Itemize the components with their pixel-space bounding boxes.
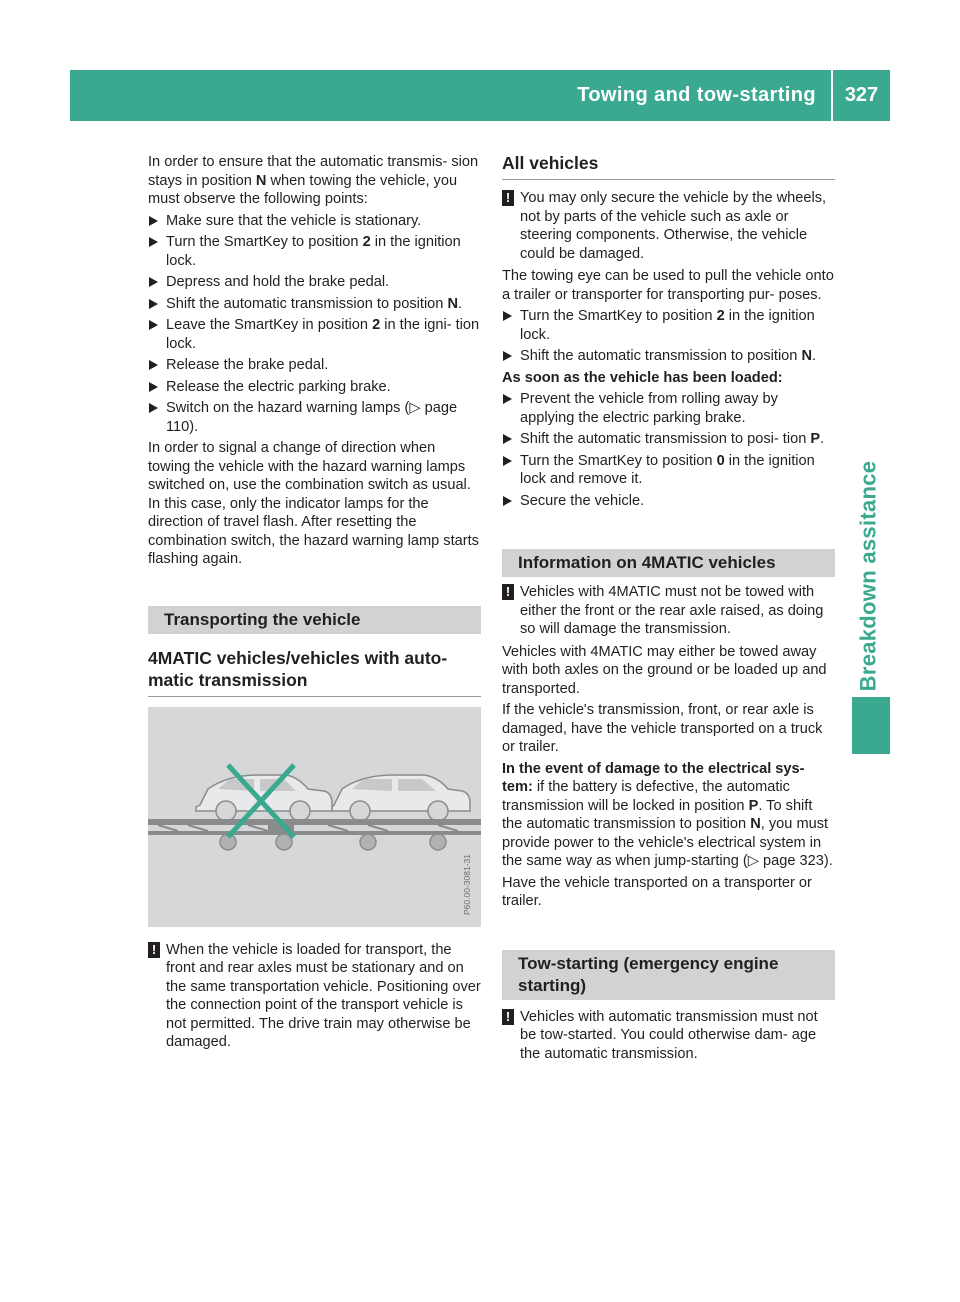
paragraph-4matic-towing: Vehicles with 4MATIC may either be towed away with both axles on the ground or be loaded up and transported. (502, 643, 827, 697)
intro-text-end: when towing the vehicle, you must observe the following points: (148, 172, 458, 207)
intro-text: In order to ensure that the automatic transmis- sion stays in position (148, 154, 479, 189)
car-transporter-image (148, 707, 481, 927)
left-column (148, 153, 481, 1056)
step-text: Depress and hold the brake pedal. (166, 274, 390, 290)
step-text-end: . (458, 295, 463, 312)
step-text-end: in the ignition lock. (166, 234, 461, 269)
step-text: Turn the SmartKey to position (520, 452, 717, 469)
step-text: Turn the SmartKey to position (520, 308, 717, 324)
step-item (502, 307, 835, 344)
warning-transport (148, 941, 481, 1052)
step-text-end: in the ignition lock and remove it. (520, 452, 815, 487)
step-item (502, 430, 835, 449)
warning-icon: ! (502, 584, 514, 600)
step-position: 0 (716, 452, 725, 469)
step-arrow-icon (149, 299, 158, 309)
step-item (502, 347, 835, 366)
step-item (148, 212, 481, 231)
warning-secure (502, 189, 835, 263)
side-tab (846, 448, 890, 704)
electrical-text: if the battery is defective, the automatic transmission will be locked in position (502, 779, 790, 814)
loaded-heading: As soon as the vehicle has been loaded: (502, 369, 783, 386)
paragraph-electrical (502, 760, 835, 871)
page-reference-link[interactable]: Switch on the hazard warning lamps (▷ page 110). (166, 400, 458, 435)
step-arrow-icon (503, 351, 512, 361)
step-arrow-icon (149, 320, 158, 330)
page-number: 327 (844, 84, 879, 106)
step-item (148, 378, 481, 397)
section-heading-4matic: Information on 4MATIC vehicles (502, 549, 835, 577)
step-arrow-icon (503, 311, 512, 321)
step-position: P (810, 431, 821, 447)
step-text: Prevent the vehicle from rolling away by applying the electric parking brake. (520, 391, 778, 426)
step-item (148, 356, 481, 375)
step-position: 2 (362, 234, 371, 250)
step-text-end: in the igni- tion lock. (166, 317, 480, 352)
step-arrow-icon (503, 434, 512, 444)
step-arrow-icon (503, 496, 512, 506)
step-arrow-icon (149, 403, 158, 413)
side-tab-label: Breakdown assitance (855, 460, 880, 692)
step-text-end: . (820, 431, 825, 447)
step-text: Shift the automatic transmission to position (166, 295, 448, 312)
step-item (148, 273, 481, 292)
spacer (148, 927, 481, 941)
page-header (70, 70, 890, 121)
towing-eye-paragraph: The towing eye can be used to pull the vehicle onto a trailer or transporter for transporting pur- poses. (502, 268, 834, 303)
step-arrow-icon (503, 394, 512, 404)
step-item (148, 399, 481, 436)
paragraph-transporter: Have the vehicle transported on a transporter or trailer. (502, 874, 812, 909)
step-text: Shift the automatic transmission to posi- tion (520, 431, 811, 447)
warning-text: You may only secure the vehicle by the wheels, not by parts of the vehicle such as axle or steering components. Otherwise, the vehicle could be damaged. (520, 190, 827, 262)
side-tab-marker (852, 697, 890, 754)
spacer (148, 572, 481, 606)
spacer (148, 634, 481, 647)
section-heading-tow-starting: Tow-starting (emergency engine starting) (502, 950, 835, 1000)
intro-paragraph (148, 153, 481, 209)
right-column (502, 152, 835, 1067)
spacer (502, 513, 835, 549)
step-position: 2 (716, 308, 725, 324)
step-text: Release the brake pedal. (166, 357, 329, 373)
step-position: 2 (372, 317, 381, 333)
step-item (502, 390, 835, 427)
warning-tow-start (502, 1008, 835, 1064)
step-arrow-icon (149, 237, 158, 247)
heading-all-vehicles: All vehicles (502, 152, 835, 180)
warning-4matic (502, 583, 835, 639)
step-item (502, 452, 835, 489)
warning-icon: ! (502, 1009, 514, 1025)
step-text: Turn the SmartKey to position (166, 234, 363, 250)
warning-icon: ! (148, 942, 160, 958)
step-text: Leave the SmartKey in position (166, 317, 373, 333)
step-arrow-icon (149, 382, 158, 392)
step-arrow-icon (149, 360, 158, 370)
electrical-position-n: N (750, 816, 761, 832)
section-heading-transporting: Transporting the vehicle (148, 606, 481, 634)
step-arrow-icon (149, 277, 158, 287)
figure-code: P60.00-3081-31 (462, 853, 472, 915)
step-text-end: in the ignition lock. (520, 308, 815, 343)
electrical-heading: In the event of damage to the electrical sys- tem: (502, 760, 805, 795)
spacer (502, 1000, 835, 1008)
warning-text: Vehicles with 4MATIC must not be towed with either the front or the rear axle raised, as doing so will damage the transmission. (520, 584, 824, 637)
spacer (502, 914, 835, 950)
spacer (502, 180, 835, 189)
warning-icon: ! (502, 190, 514, 206)
warning-text: Vehicles with automatic transmission must not be tow-started. You could otherwise dam- age the automatic transmission. (520, 1008, 818, 1062)
chapter-title: Towing and tow-starting (577, 84, 816, 106)
step-text: Release the electric parking brake. (166, 378, 391, 395)
electrical-text-mid: . To shift the automatic transmission to position (502, 797, 813, 832)
step-text: Shift the automatic transmission to position (520, 348, 802, 364)
step-item (148, 295, 481, 314)
electrical-position-p: P (748, 797, 759, 814)
warning-text: When the vehicle is loaded for transport, the front and rear axles must be stationary and on the same transportation vehicle. Positioning over the connection point of the transport vehicle is not permitted. The drive train may otherwise be damaged. (166, 941, 481, 1050)
step-item (502, 492, 835, 511)
step-text-end: . (812, 348, 817, 364)
step-text: Make sure that the vehicle is stationary. (166, 212, 422, 229)
intro-position: N (255, 172, 267, 189)
paragraph-damaged-transmission: If the vehicle's transmission, front, or rear axle is damaged, have the vehicle transported on a truck or trailer. (502, 702, 823, 755)
step-position: N (447, 295, 459, 312)
transport-illustration (148, 707, 481, 927)
step-arrow-icon (503, 456, 512, 466)
subheading-4matic: 4MATIC vehicles/vehicles with auto- matic transmission (148, 647, 481, 697)
spacer (148, 697, 481, 707)
step-item (148, 233, 481, 270)
step-arrow-icon (149, 216, 158, 226)
step-item (148, 316, 481, 353)
direction-note: In order to signal a change of direction when towing the vehicle with the hazard warning lamps switched on, use the combination switch as usual. In this case, only the indicator lamps for the direction of travel flash. After resetting the combination switch, the hazard warning lamp starts flashing again. (148, 440, 479, 567)
step-text: Secure the vehicle. (520, 492, 645, 509)
page-reference-link[interactable]: , you must provide power to the vehicle's electrical system in the same way as when jump-starting (▷ page 323). (502, 816, 833, 869)
step-position: N (801, 348, 813, 364)
